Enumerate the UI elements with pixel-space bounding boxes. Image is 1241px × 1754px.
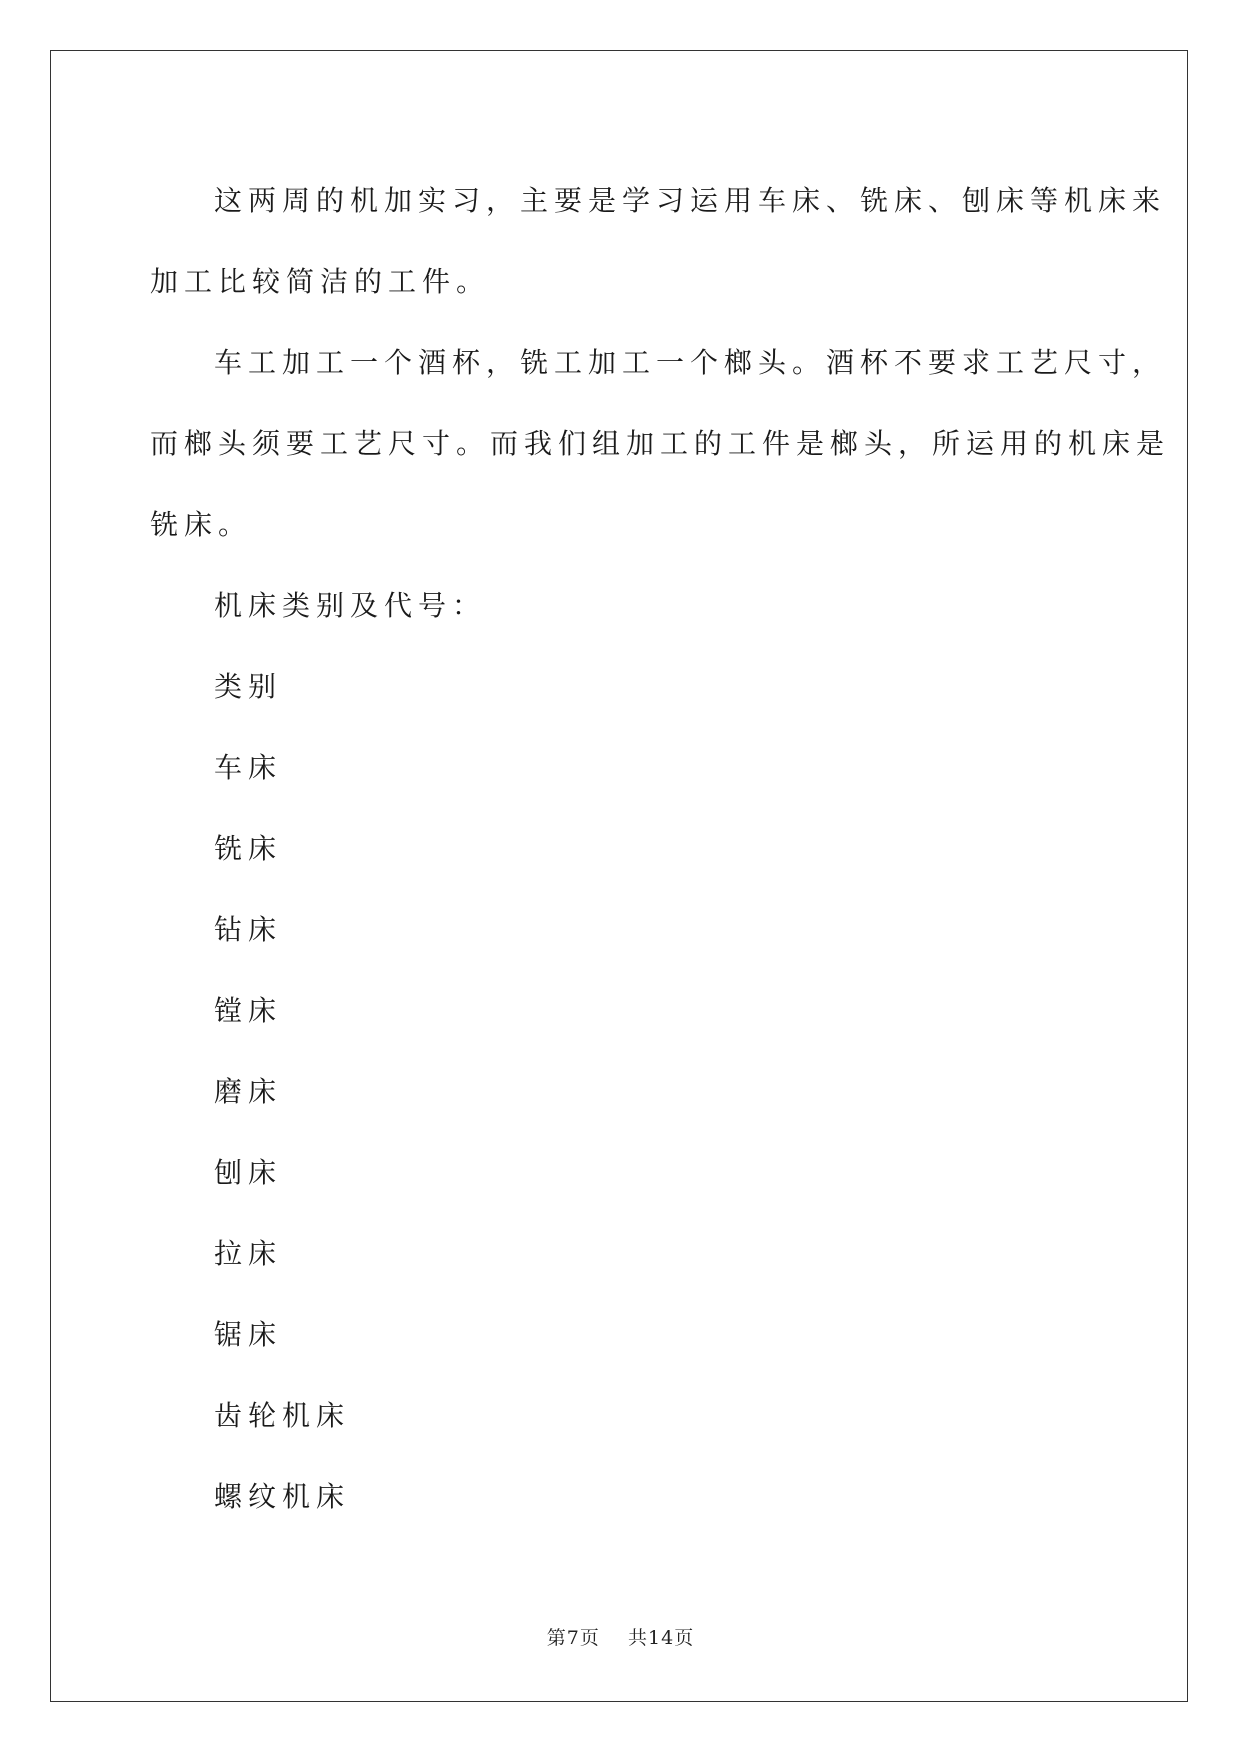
- list-item-sawing: [150, 1294, 1090, 1375]
- total-suffix: 页: [674, 1627, 695, 1649]
- list-item-thread: [150, 1456, 1090, 1537]
- page-label-prefix: 第: [546, 1627, 567, 1649]
- list-item-broaching: [150, 1213, 1090, 1294]
- text-line: 钻床: [214, 913, 283, 946]
- text-line: 而榔头须要工艺尺寸。而我们组加工的工件是榔头，所运用的机床是: [150, 427, 1171, 460]
- text-line: 螺纹机床: [214, 1480, 351, 1513]
- list-item-lathe: [150, 727, 1090, 808]
- list-item-gear: [150, 1375, 1090, 1456]
- list-item-grinding: [150, 1051, 1090, 1132]
- document-body: [150, 160, 1171, 1537]
- text-line: 铣床。: [150, 508, 253, 541]
- text-line: 类别: [214, 670, 283, 703]
- paragraph-machine-heading: [150, 565, 1090, 646]
- list-item-boring: [150, 970, 1090, 1051]
- page-footer: [0, 1623, 1241, 1650]
- list-item-drilling: [150, 889, 1090, 970]
- text-line: 镗床: [214, 994, 283, 1027]
- paragraph-intro: [150, 160, 1167, 322]
- paragraph-workpieces: [150, 322, 1171, 565]
- page-number: 7: [566, 1627, 580, 1649]
- text-line: 磨床: [214, 1075, 283, 1108]
- total-pages: 14: [648, 1627, 675, 1649]
- list-item-category: [150, 646, 1090, 727]
- text-line: 这两周的机加实习，主要是学习运用车床、铣床、刨床等机床来: [214, 184, 1167, 217]
- text-line: 车工加工一个酒杯，铣工加工一个榔头。酒杯不要求工艺尺寸，: [214, 346, 1167, 379]
- text-line: 加工比较简洁的工件。: [150, 265, 491, 298]
- total-prefix: 共: [628, 1627, 649, 1649]
- text-line: 拉床: [214, 1237, 283, 1270]
- list-item-milling: [150, 808, 1090, 889]
- text-line: 车床: [214, 751, 283, 784]
- text-line: 铣床: [214, 832, 283, 865]
- text-line: 刨床: [214, 1156, 283, 1189]
- text-line: 齿轮机床: [214, 1399, 351, 1432]
- text-line: 锯床: [214, 1318, 283, 1351]
- list-item-planing: [150, 1132, 1090, 1213]
- page-label-suffix: 页: [579, 1627, 600, 1649]
- text-line: 机床类别及代号：: [214, 589, 487, 622]
